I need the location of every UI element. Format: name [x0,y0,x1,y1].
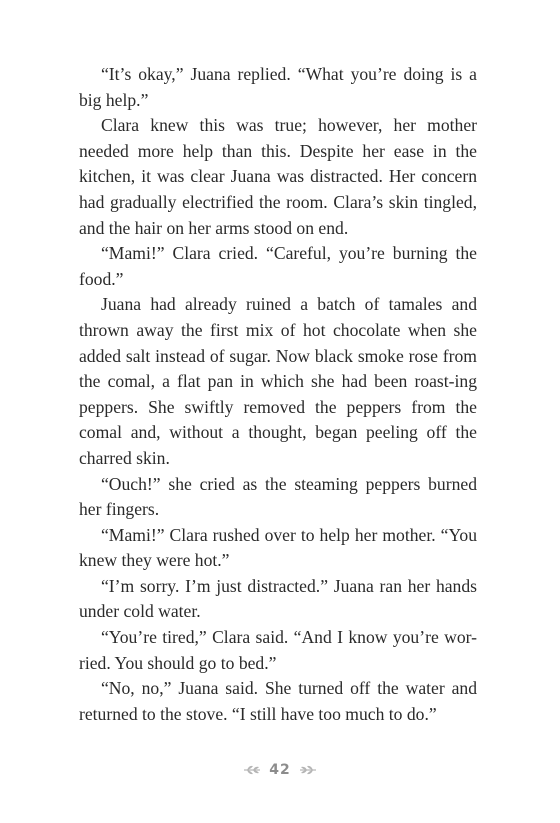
page-number: 42 [269,762,291,778]
paragraph: Juana had already ruined a batch of tamales and thrown away the first mix of hot chocolate when she added salt instead of sugar. Now black smoke rose from the comal, a flat pan in which she had been roast-ing peppers. She swiftly removed the peppers from the comal and, without a thought, began peeling off the charred skin. [79,294,477,468]
page-footer [0,758,560,782]
paragraph: “You’re tired,” Clara said. “And I know you’re wor-ried. You should go to bed.” [79,627,477,673]
paragraph: “It’s okay,” Juana replied. “What you’re doing is a big help.” [79,64,477,110]
paragraph: Clara knew this was true; however, her mother needed more help than this. Despite her ease in the kitchen, it was clear Juana was distracted. Her concern had gradually electrified the room. Clara’s skin tingled, and the hair on her arms stood on end. [79,115,477,238]
leaf-ornament-icon [299,764,317,776]
paragraph: “Mami!” Clara cried. “Careful, you’re burning the food.” [79,243,477,289]
leaf-ornament-icon [243,764,261,776]
paragraph: “I’m sorry. I’m just distracted.” Juana ran her hands under cold water. [79,575,477,622]
paragraph: “Ouch!” she cried as the steaming peppers burned her fingers. [79,473,477,520]
paragraph: “Mami!” Clara rushed over to help her mother. “You knew they were hot.” [79,524,477,571]
body-text [79,62,477,727]
paragraph: “No, no,” Juana said. She turned off the water and returned to the stove. “I still have too much to do.” [79,678,477,724]
